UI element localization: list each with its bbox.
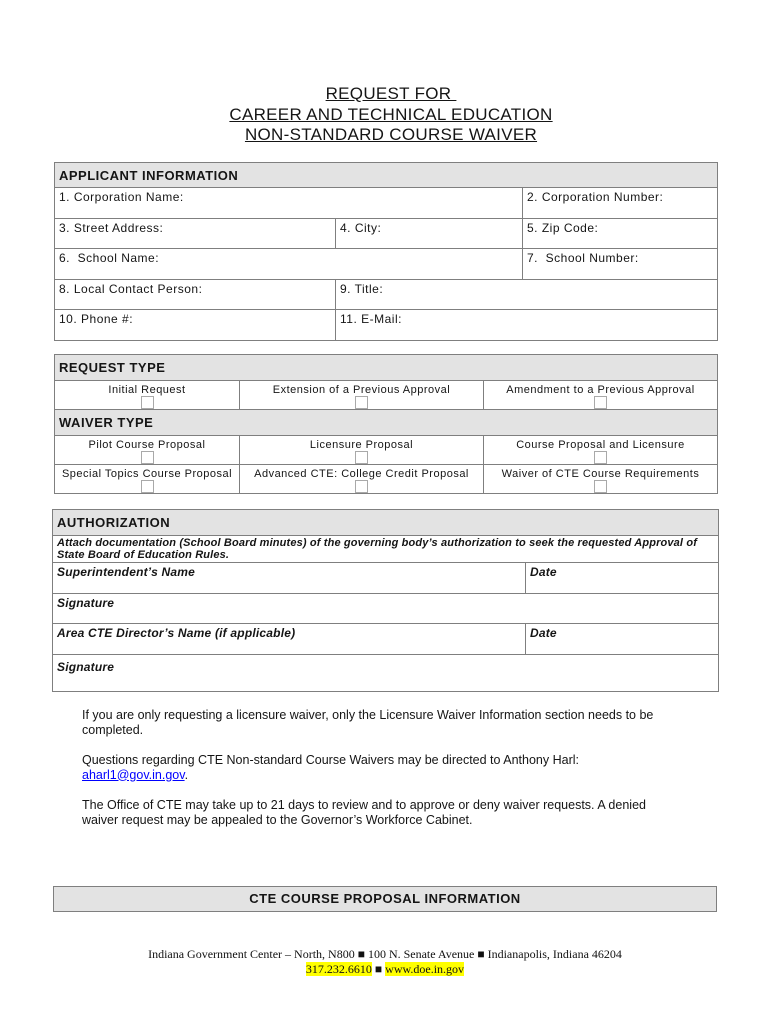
instructions-notes [82, 708, 677, 843]
special-topics-checkbox[interactable] [141, 480, 154, 493]
page-footer [0, 947, 770, 977]
zip-code-label: 5. Zip Code: [527, 221, 599, 235]
amendment-option [484, 381, 718, 410]
authorization-table [52, 509, 719, 692]
authorization-instruction: Attach documentation (School Board minutes) of the governing body’s authorization to seek the requested Approval of State Board of Education Rules. [57, 537, 698, 561]
amendment-checkbox[interactable] [594, 396, 607, 409]
title-field[interactable] [336, 280, 718, 310]
school-number-field[interactable] [523, 249, 718, 280]
street-address-label: 3. Street Address: [59, 221, 164, 235]
course-and-licensure-label: Course Proposal and Licensure [516, 439, 685, 451]
special-topics-label: Special Topics Course Proposal [61, 468, 233, 480]
licensure-option [240, 436, 484, 465]
footer-separator: ■ [374, 962, 383, 976]
school-name-field[interactable] [55, 249, 523, 280]
footer-website: www.doe.in.gov [385, 962, 465, 976]
initial-request-option [55, 381, 240, 410]
title-label: 9. Title: [340, 282, 384, 296]
request-type-table [54, 354, 718, 494]
email-label: 11. E-Mail: [340, 312, 402, 326]
street-address-field[interactable] [55, 219, 336, 249]
phone-label: 10. Phone #: [59, 312, 134, 326]
special-topics-option [55, 465, 240, 494]
amendment-label: Amendment to a Previous Approval [506, 384, 695, 396]
waiver-requirements-checkbox[interactable] [594, 480, 607, 493]
superintendent-signature-label: Signature [57, 596, 115, 610]
superintendent-name-field[interactable] [53, 563, 526, 594]
form-title-line-2: CAREER AND TECHNICAL EDUCATION [229, 104, 553, 124]
director-date-field[interactable] [526, 624, 719, 655]
corporation-name-label: 1. Corporation Name: [59, 190, 184, 204]
applicant-information-table [54, 162, 718, 341]
licensure-note: If you are only requesting a licensure waiver, only the Licensure Waiver Information section needs to be completed. [82, 708, 654, 737]
advanced-cte-label: Advanced CTE: College Credit Proposal [254, 468, 469, 480]
director-name-field[interactable] [53, 624, 526, 655]
footer-phone: 317.232.6610 [305, 962, 372, 976]
superintendent-date-field[interactable] [526, 563, 719, 594]
questions-note [82, 753, 677, 782]
extension-option [240, 381, 484, 410]
review-note: The Office of CTE may take up to 21 days to review and to approve or deny waiver requests. A denied waiver request may be appealed to the Governor’s Workforce Cabinet. [82, 798, 646, 827]
applicant-information-header: APPLICANT INFORMATION [55, 163, 718, 188]
footer-contact-line [0, 962, 770, 977]
school-name-label: 6. School Name: [59, 251, 160, 265]
questions-note-text: Questions regarding CTE Non-standard Course Waivers may be directed to Anthony Harl: [82, 753, 579, 767]
request-type-header: REQUEST TYPE [55, 355, 718, 381]
course-proposal-section-header: CTE COURSE PROPOSAL INFORMATION [53, 886, 717, 912]
pilot-course-checkbox[interactable] [141, 451, 154, 464]
waiver-requirements-option [484, 465, 718, 494]
licensure-checkbox[interactable] [355, 451, 368, 464]
pilot-course-option [55, 436, 240, 465]
extension-label: Extension of a Previous Approval [272, 384, 451, 396]
footer-address: Indiana Government Center – North, N800 ■ 100 N. Senate Avenue ■ Indianapolis, Indiana 46204 [148, 947, 622, 961]
school-number-label: 7. School Number: [527, 251, 639, 265]
director-name-label: Area CTE Director’s Name (if applicable) [57, 626, 296, 640]
superintendent-date-label: Date [530, 565, 557, 579]
pilot-course-label: Pilot Course Proposal [88, 439, 206, 451]
director-signature-label: Signature [57, 660, 115, 674]
local-contact-person-label: 8. Local Contact Person: [59, 282, 203, 296]
authorization-instruction-cell [53, 536, 719, 563]
authorization-header: AUTHORIZATION [53, 510, 719, 536]
city-field[interactable] [336, 219, 523, 249]
superintendent-signature-field[interactable] [53, 594, 719, 624]
form-title [100, 84, 682, 146]
course-and-licensure-checkbox[interactable] [594, 451, 607, 464]
questions-note-end: . [184, 767, 189, 782]
superintendent-name-label: Superintendent’s Name [57, 565, 196, 579]
form-title-line-1: REQUEST FOR [325, 84, 457, 103]
city-label: 4. City: [340, 221, 382, 235]
contact-email-link[interactable]: aharl1@gov.in.gov [82, 767, 185, 782]
zip-code-field[interactable] [523, 219, 718, 249]
corporation-name-field[interactable] [55, 188, 523, 219]
director-signature-field[interactable] [53, 655, 719, 692]
director-date-label: Date [530, 626, 557, 640]
initial-request-label: Initial Request [108, 384, 186, 396]
advanced-cte-option [240, 465, 484, 494]
form-title-line-3: NON-STANDARD COURSE WAIVER [244, 125, 538, 144]
local-contact-person-field[interactable] [55, 280, 336, 310]
waiver-requirements-label: Waiver of CTE Course Requirements [501, 468, 700, 480]
licensure-label: Licensure Proposal [309, 439, 414, 451]
waiver-type-header: WAIVER TYPE [55, 410, 718, 436]
extension-checkbox[interactable] [355, 396, 368, 409]
advanced-cte-checkbox[interactable] [355, 480, 368, 493]
corporation-number-label: 2. Corporation Number: [527, 190, 664, 204]
course-and-licensure-option [484, 436, 718, 465]
corporation-number-field[interactable] [523, 188, 718, 219]
initial-request-checkbox[interactable] [141, 396, 154, 409]
email-field[interactable] [336, 310, 718, 341]
phone-field[interactable] [55, 310, 336, 341]
